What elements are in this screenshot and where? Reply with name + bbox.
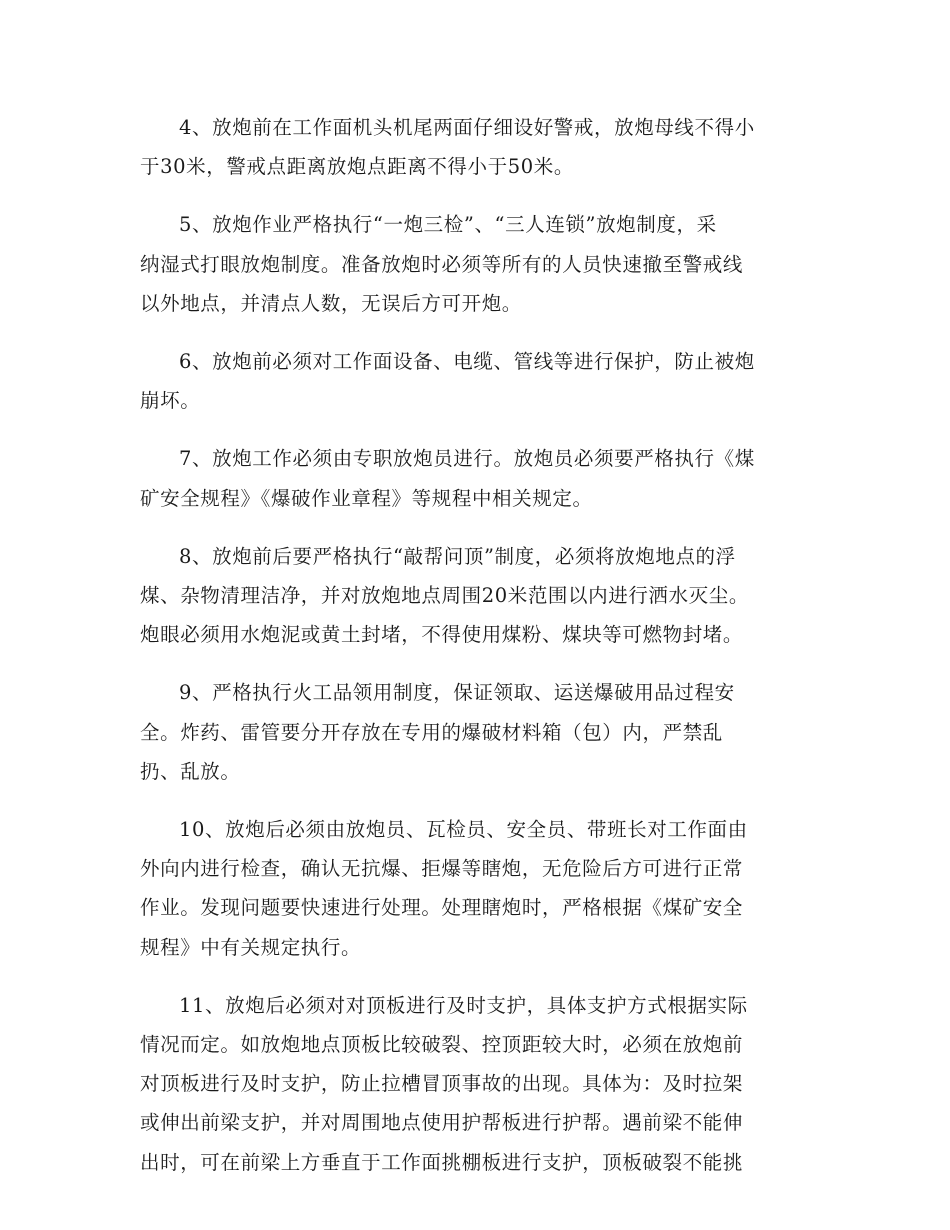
text-line: 情况而定。如放炮地点顶板比较破裂、控顶距较大时，必须在放炮前: [140, 1033, 744, 1057]
text-line: 规程》中有关规定执行。: [140, 935, 362, 959]
text-line: 外向内进行检查，确认无抗爆、拒爆等瞎炮，无危险后方可进行正常: [140, 857, 744, 881]
text-line: 煤、杂物清理洁净，并对放炮地点周围20米范围以内进行洒水灭尘。: [140, 584, 749, 608]
text-line: 5、放炮作业严格执行“一炮三检”、“三人连锁”放炮制度，采: [179, 213, 717, 237]
paragraph-item-10: [140, 810, 808, 967]
text-line: 8、放炮前后要严格执行“敲帮问顶”制度，必须将放炮地点的浮: [179, 544, 736, 568]
paragraph-item-9: [140, 673, 808, 791]
text-line: 扔、乱放。: [140, 759, 241, 783]
paragraph-item-8: [140, 537, 808, 655]
text-line: 以外地点，并清点人数，无误后方可开炮。: [140, 291, 522, 315]
text-line: 或伸出前梁支护，并对周围地点使用护帮板进行护帮。遇前梁不能伸: [140, 1111, 744, 1135]
text-line: 作业。发现问题要快速进行处理。处理瞎炮时，严格根据《煤矿安全: [140, 896, 744, 920]
paragraph-item-4: [140, 108, 808, 186]
text-line: 11、放炮后必须对对顶板进行及时支护，具体支护方式根据实际: [179, 993, 748, 1017]
text-line: 9、严格执行火工品领用制度，保证领取、运送爆破用品过程安: [179, 681, 735, 705]
text-line: 矿安全规程》《爆破作业章程》等规程中相关规定。: [140, 486, 593, 510]
paragraph-item-6: [140, 342, 808, 420]
text-line: 全。炸药、雷管要分开存放在专用的爆破材料箱（包）内，严禁乱: [140, 720, 723, 744]
text-line: 4、放炮前在工作面机头机尾两面仔细设好警戒，放炮母线不得小: [179, 116, 755, 139]
paragraph-item-7: [140, 439, 808, 517]
text-line: 纳湿式打眼放炮制度。准备放炮时必须等所有的人员快速撤至警戒线: [140, 252, 744, 276]
text-line: 出时，可在前梁上方垂直于工作面挑棚板进行支护，顶板破裂不能挑: [140, 1150, 744, 1174]
paragraph-item-11: [140, 986, 808, 1182]
text-line: 6、放炮前必须对工作面设备、电缆、管线等进行保护，防止被炮: [179, 350, 755, 374]
text-line: 7、放炮工作必须由专职放炮员进行。放炮员必须要严格执行《煤: [179, 447, 755, 471]
text-line: 于30米，警戒点距离放炮点距离不得小于50米。: [140, 155, 574, 179]
text-line: 炮眼必须用水炮泥或黄土封堵，不得使用煤粉、煤块等可燃物封堵。: [140, 623, 744, 647]
document-body: [140, 108, 808, 1201]
text-line: 崩坏。: [140, 389, 201, 413]
text-line: 对顶板进行及时支护，防止拉槽冒顶事故的出现。具体为：及时拉架: [140, 1072, 744, 1096]
text-line: 10、放炮后必须由放炮员、瓦检员、安全员、带班长对工作面由: [179, 818, 748, 842]
paragraph-item-5: [140, 205, 808, 323]
